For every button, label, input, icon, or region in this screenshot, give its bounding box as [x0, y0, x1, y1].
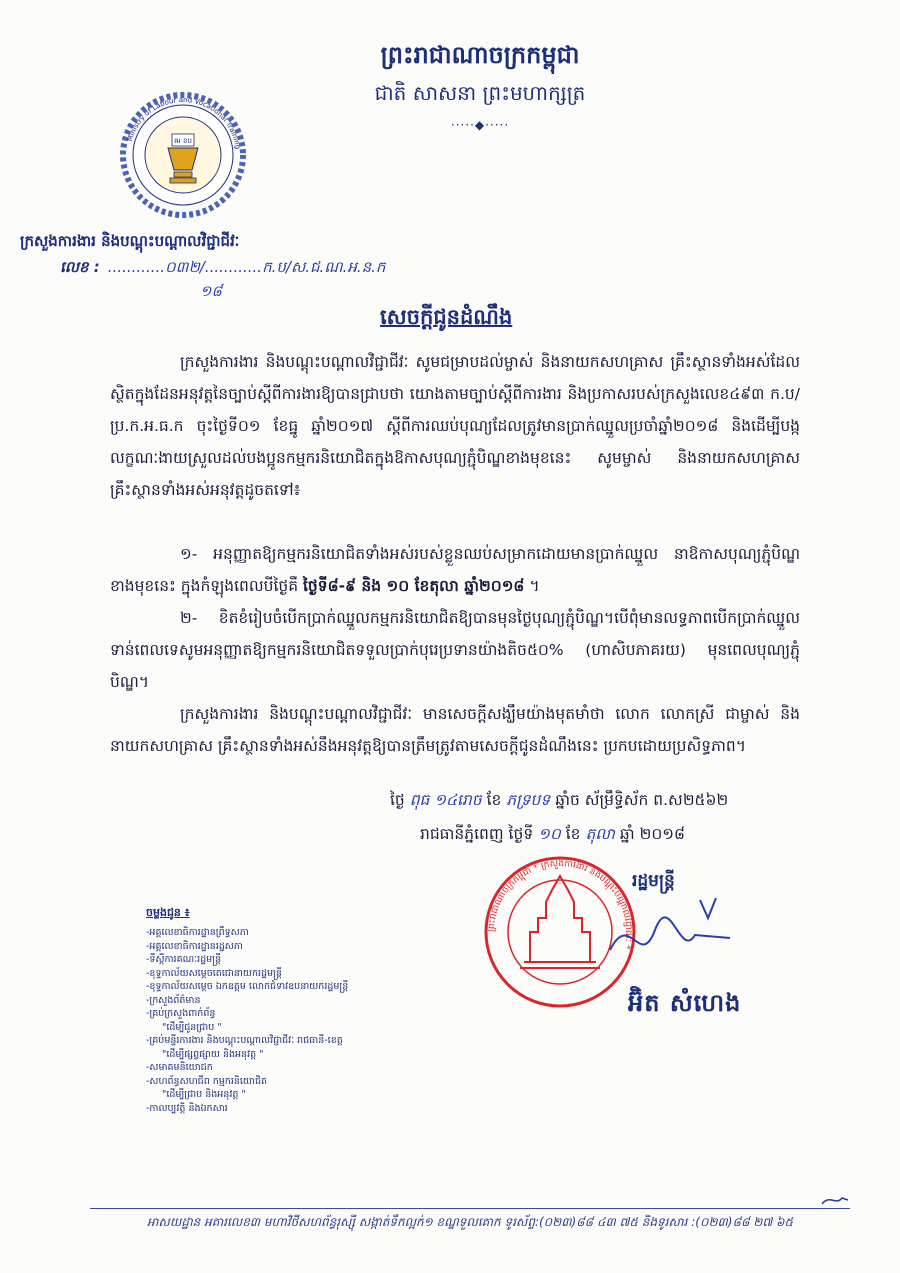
ministry-name: ក្រសួងការងារ និងបណ្តុះបណ្តាលវិជ្ជាជីវៈ — [20, 232, 240, 250]
body-paragraph-closing: ក្រសួងការងារ និងបណ្តុះបណ្តាលវិជ្ជាជីវៈ មានសេចក្តីសង្ឃឹមយ៉ាងមុតមាំថា លោក លោកស្រី ជាម្ចាស់ និងនាយកសហគ្រាស គ្រឹះស្ថានទាំងអស់នឹងអនុវត្តឱ្យបានត្រឹមត្រូវតាមសេចក្តីជូនដំណឹងនេះ ប្រកបដោយប្រសិទ្ធភាព។ — [110, 705, 800, 755]
cc-item: -អគ្គលេខាធិការដ្ឋានព្រឹទ្ធសភា — [146, 927, 249, 938]
footer-divider — [90, 1208, 850, 1209]
reference-number: ............០៣២/............ក.ប/ស.ជ.ណ.អ.ន.ក — [107, 258, 386, 276]
header-ornament: ·····◆····· — [450, 118, 510, 132]
place-prefix: រាជធានីភ្នំពេញ ថ្ងៃទី — [420, 825, 534, 843]
lunar-day-handwritten: ពុធ ១៤រោច — [409, 791, 482, 809]
logo-ring-text: Ministry of Labour and Vocational Training — [125, 95, 242, 150]
cc-item: -សមាគមនិយោជក — [146, 1062, 213, 1073]
signatory-title: រដ្ឋមន្ត្រី — [632, 871, 675, 891]
day-handwritten: ១០ — [538, 825, 561, 843]
cc-item: -ទីស្តីការគណៈរដ្ឋមន្ត្រី — [146, 954, 222, 965]
cc-item: -ក្រសួងព័ត៌មាន — [146, 994, 201, 1006]
item-1-text: ១- អនុញ្ញាតឱ្យកម្មករនិយោជិតទាំងអស់របស់ខ្លួនឈប់សម្រាកដោយមានប្រាក់ឈ្នួល នាឱកាសបុណ្យភ្ជុំបិណ្ឌខាងមុខនេះ ក្នុងកំឡុងពេលបីថ្ងៃគឺ — [110, 545, 800, 595]
cc-item: -គ្រប់មន្ទីរការងារ និងបណ្តុះបណ្តាលវិជ្ជាជីវៈ រាជធានី-ខេត្ត — [146, 1035, 343, 1046]
document-title: សេចក្តីជូនដំណឹង — [380, 305, 513, 329]
cc-item-note: "ដើម្បីជូនជ្រាប " — [162, 1021, 222, 1033]
body-item-2: ២- ខិតខំរៀបចំបើកប្រាក់ឈ្នួលកម្មករនិយោជិតឱ្យបានមុនថ្ងៃបុណ្យភ្ជុំបិណ្ឌ។បើពុំមានលទ្ធភាពបើកប្រាក់ឈ្នួលទាន់ពេលទេសូមអនុញ្ញាតឱ្យកម្មករនិយោជិតទទួលប្រាក់បុរេប្រទានយ៉ាងតិច៥០% (ហាសិបភាគរយ) មុនពេលបុណ្យភ្ជុំបិណ្ឌ។ — [110, 609, 800, 691]
cc-item: -គ្រប់ក្រសួងពាក់ព័ន្ធ — [146, 1008, 216, 1019]
cc-item: -អគ្គលេខាធិការដ្ឋានរដ្ឋសភា — [146, 940, 243, 952]
cc-item-note: "ដើម្បីជ្រាប និងអនុវត្ត " — [162, 1089, 246, 1100]
body-paragraph-1: ក្រសួងការងារ និងបណ្តុះបណ្តាលវិជ្ជាជីវៈ សូមជម្រាបដល់ម្ចាស់ និងនាយកសហគ្រាស គ្រឹះស្ថានទាំងអស់ដែលស្ថិតក្នុងដែនអនុវត្តនៃច្បាប់ស្តីពីការងារឱ្យបានជ្រាបថា យោងតាមច្បាប់ស្តីពីការងារ និងប្រកាសរបស់ក្រសួងលេខ៤៩៣ ក.ប/ប្រ.ក.អ.ធ.ក ចុះថ្ងៃទី០១ ខែធ្នូ ឆ្នាំ២០១៧ ស្តីពីការឈប់បុណ្យដែលត្រូវមានប្រាក់ឈ្នួលប្រចាំឆ្នាំ២០១៨ និងដើម្បីបង្កលក្ខណៈងាយស្រួលដល់បងប្អូនកម្មករនិយោជិតក្នុងឱកាសបុណ្យភ្ជុំបិណ្ឌខាងមុខនេះ សូមម្ចាស់ និងនាយកសហគ្រាស គ្រឹះស្ថានទាំងអស់អនុវត្តដូចតទៅ៖ — [110, 353, 800, 499]
month-handwritten: តុលា — [585, 825, 615, 843]
item-1-end: ។ — [524, 577, 540, 595]
lunar-date-line — [390, 790, 728, 813]
minister-signature — [600, 890, 740, 980]
footer-address: អាសយដ្ឋាន អគារលេខ៣ មហាវិថីសហព័ន្ធរុស្ស៊ី សង្កាត់ទឹកល្អក់១ ខណ្ឌទួលគោក ទូរស័ព្ទ:(០២៣)៨៨ ៤៣ ៧៥ និងទូរសារ :(០២៣)៨៨ ២៧ ៦៥ — [146, 1215, 794, 1229]
cc-item: -សហព័ន្ធសហជីព កម្មករនិយោជិត — [146, 1075, 268, 1087]
body-item-1 — [110, 538, 800, 602]
reference-year: ១៨ — [200, 282, 222, 300]
place-date-line — [420, 824, 685, 847]
logo-inner-text: ឝរ ខប — [174, 137, 192, 145]
kingdom-heading: ព្រះរាជាណាចក្រកម្ពុជា — [380, 41, 580, 69]
footer-flourish — [820, 1192, 850, 1208]
lunar-month-label: ខែ — [486, 791, 502, 809]
lunar-prefix: ថ្ងៃ — [390, 791, 405, 809]
holiday-dates: ថ្ងៃទី៨-៩ និង ១០ ខែតុលា ឆ្នាំ២០១៨ — [303, 577, 525, 595]
cc-item: -ខុទ្ទកាល័យសម្តេចតេជោនាយករដ្ឋមន្ត្រី — [146, 967, 282, 979]
cc-heading: ចម្លងជូន ៖ — [146, 906, 190, 919]
ministry-logo — [108, 90, 258, 220]
year: ឆ្នាំ ២០១៨ — [619, 825, 686, 843]
lunar-year: ឆ្នាំច ស័ម្រឹទ្ធិស័ក ព.ស២៥៦២ — [555, 791, 729, 809]
reference-label: លេខ : — [60, 258, 100, 276]
cc-list — [146, 926, 348, 1115]
cc-item-note: "ដើម្បីផ្សព្វផ្សាយ និងអនុវត្ត " — [162, 1048, 264, 1060]
national-motto: ជាតិ សាសនា ព្រះមហាក្សត្រ — [374, 81, 586, 105]
signatory-name: អ៊ិត សំហេង — [628, 989, 742, 1017]
seal-ring-text: ព្រះរាជាណាចក្រកម្ពុជា * ក្រសួងការងារ និងបណ្តុះបណ្តាលវិជ្ជាជីវៈ * — [486, 858, 634, 951]
lunar-month-handwritten: ភទ្របទ — [506, 791, 551, 809]
cc-item: -កាលប្បវត្តិ និងឯកសារ — [146, 1102, 228, 1114]
month-label: ខែ — [565, 825, 581, 843]
reference-line — [60, 258, 385, 280]
cc-item: -ខុទ្ទកាល័យសម្តេច ឯកឧត្តម លោកជំទាវឧបនាយករដ្ឋមន្ត្រី — [146, 981, 349, 992]
